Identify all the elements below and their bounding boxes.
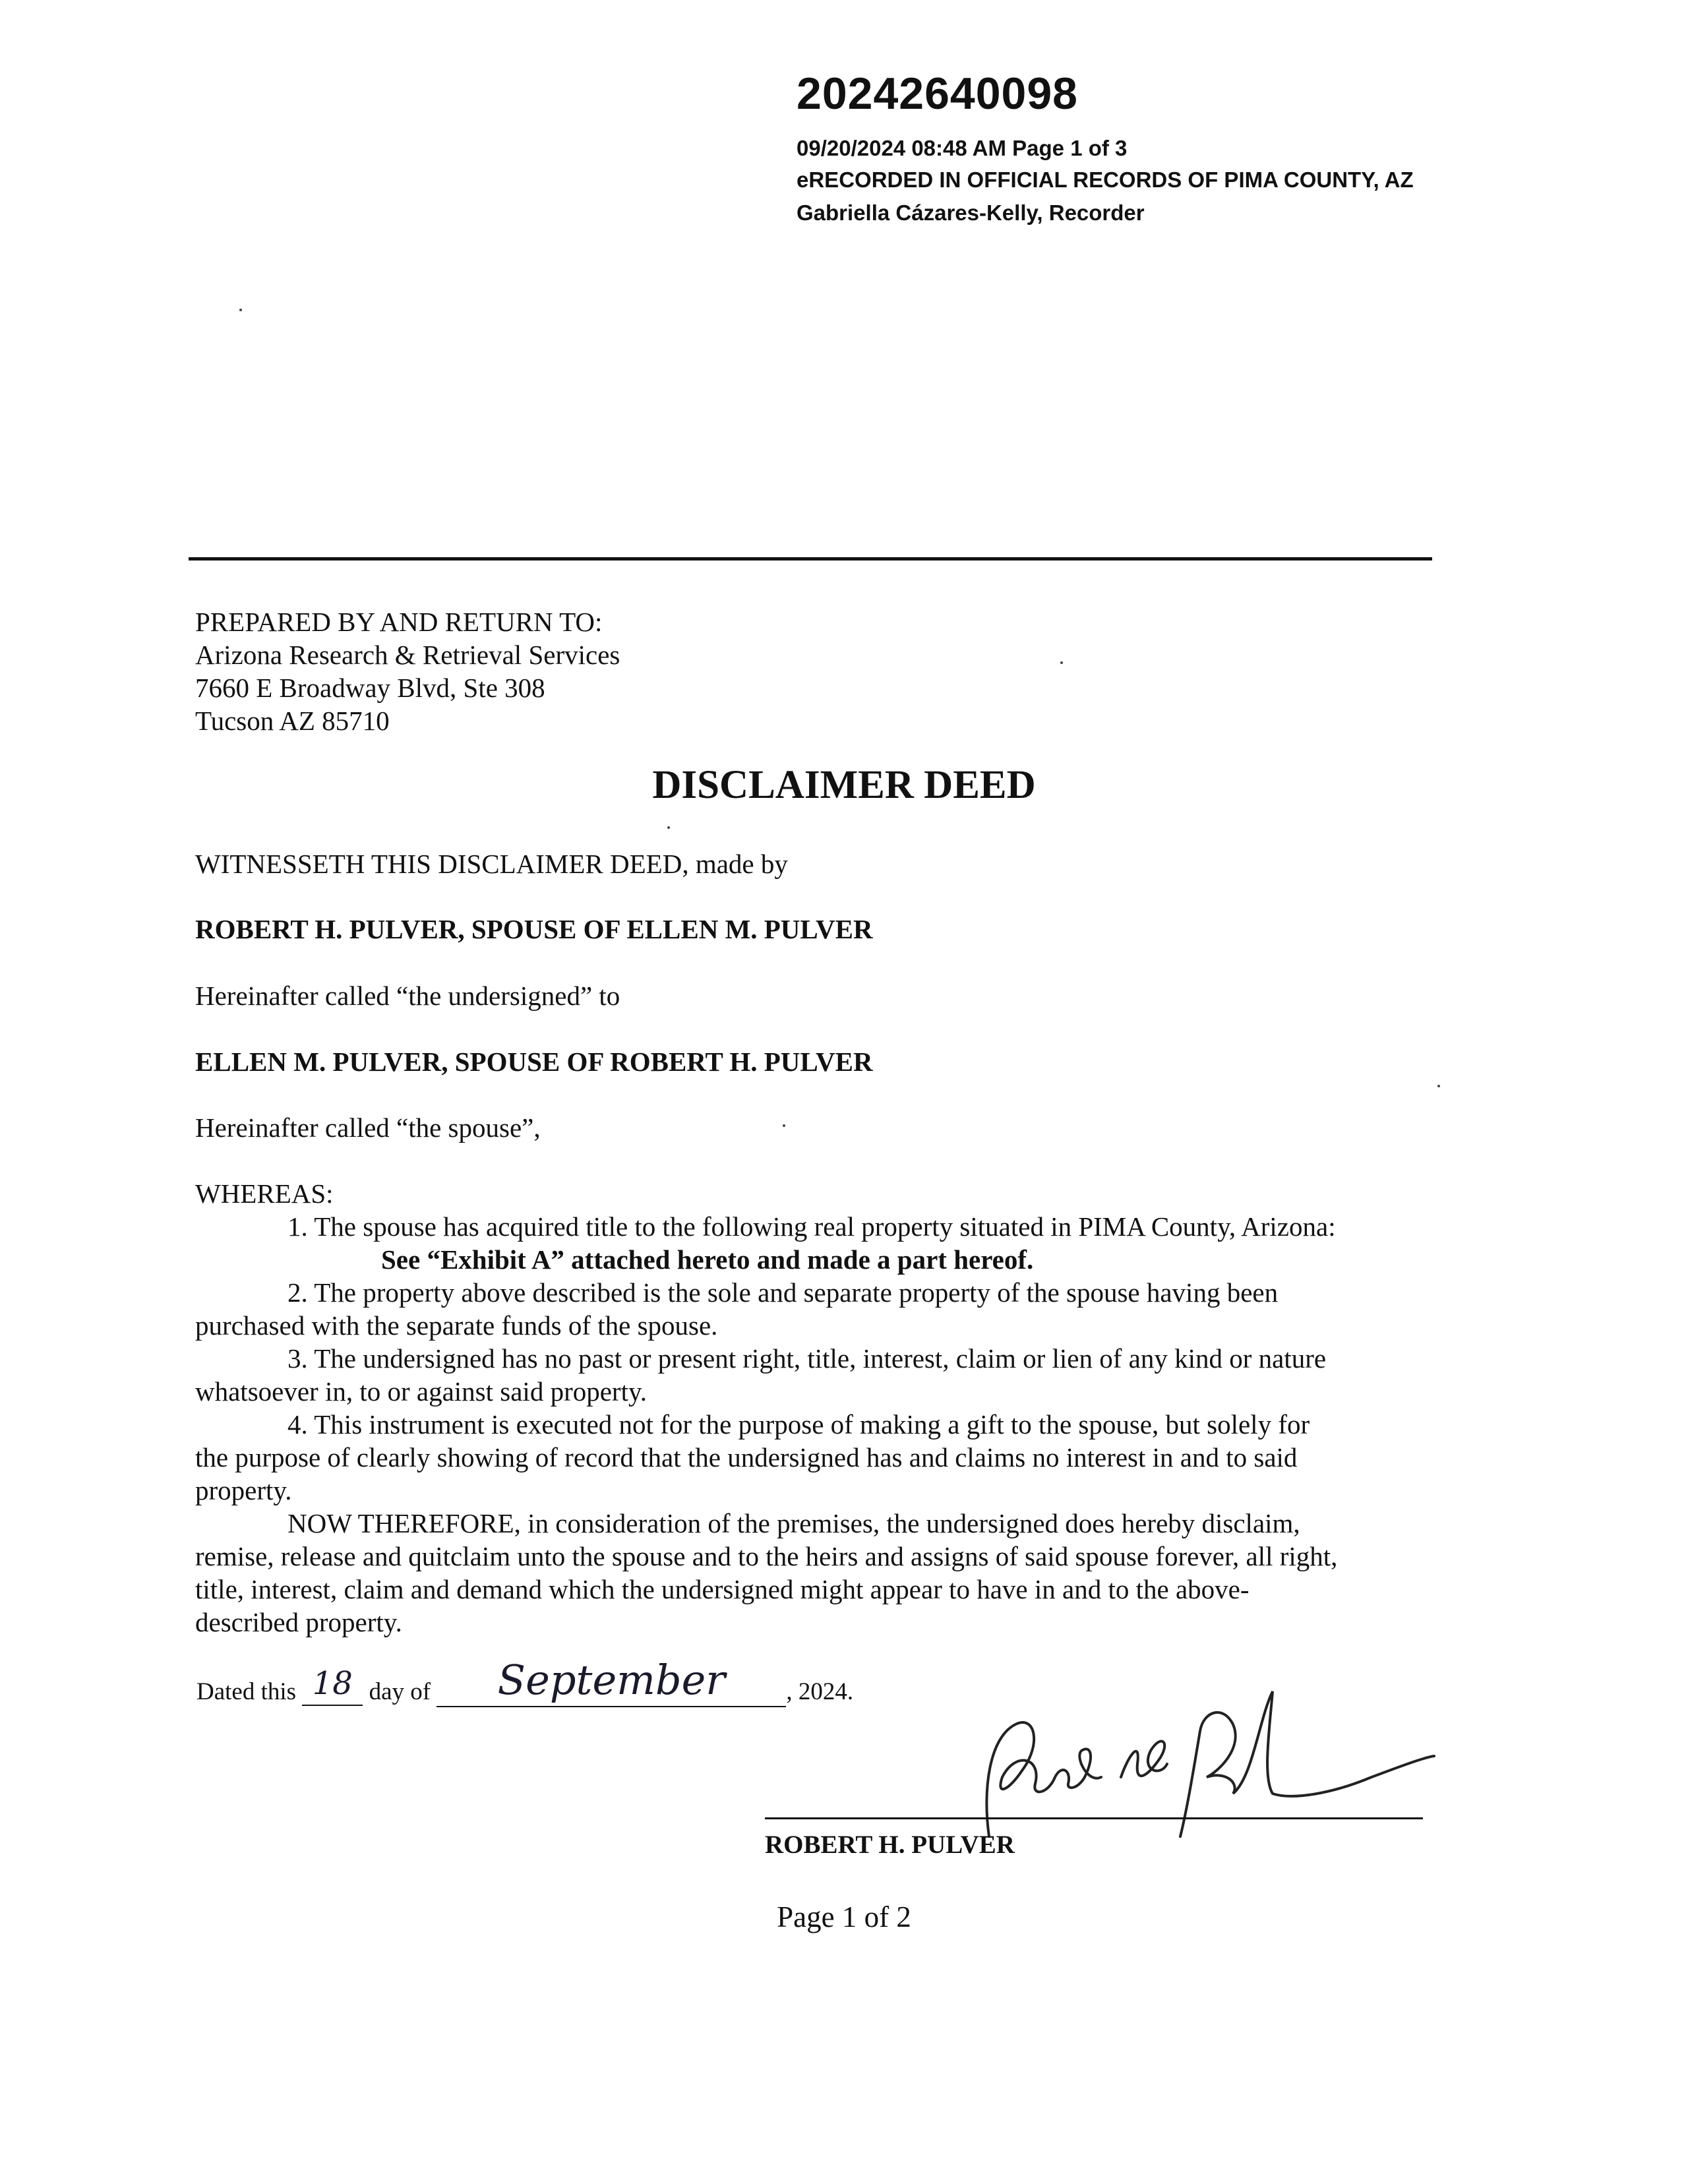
now-therefore-line1: NOW THEREFORE, in consideration of the premises, the undersigned does hereby disclaim, (287, 1508, 1300, 1538)
prepared-by-heading: PREPARED BY AND RETURN TO: (195, 607, 603, 637)
hereinafter-undersigned: Hereinafter called “the undersigned” to (195, 981, 620, 1011)
page-footer: Page 1 of 2 (777, 1900, 911, 1933)
scan-speck (667, 826, 670, 829)
signature-line (765, 1817, 1423, 1819)
whereas-section (195, 1177, 1448, 1639)
document-title: DISCLAIMER DEED (652, 763, 1036, 807)
whereas-item-4-line2: the purpose of clearly showing of record that the undersigned has and claims no interest in and to said (195, 1442, 1298, 1472)
prepared-by-address-line1: 7660 E Broadway Blvd, Ste 308 (195, 673, 545, 703)
whereas-item-3-line2: whatsoever in, to or against said property. (195, 1376, 648, 1407)
prepared-by-address-line2: Tucson AZ 85710 (195, 706, 390, 736)
recorder-name: Gabriella Cázares-Kelly, Recorder (797, 200, 1145, 225)
whereas-item-4-line3: property. (195, 1475, 292, 1505)
signature-stroke-first (986, 1722, 1101, 1836)
recording-date-page: 09/20/2024 08:48 AM Page 1 of 3 (797, 136, 1128, 160)
scan-speck (1437, 1085, 1440, 1087)
dated-month-field (437, 1656, 786, 1707)
whereas-item-2-line2: purchased with the separate funds of the spouse. (195, 1310, 718, 1341)
signature-stroke-initial (1121, 1742, 1167, 1777)
dated-day-field (302, 1665, 363, 1706)
dated-mid: day of (369, 1678, 431, 1705)
dated-line (196, 1656, 854, 1707)
now-therefore-line2: remise, release and quitclaim unto the spouse and to the heirs and assigns of said spouse forever, all right, (195, 1541, 1338, 1571)
dated-suffix: , 2024. (786, 1678, 854, 1705)
exhibit-reference: See “Exhibit A” attached hereto and made a part hereof. (381, 1244, 1034, 1275)
grantee-name: ELLEN M. PULVER, SPOUSE OF ROBERT H. PULVER (195, 1046, 873, 1077)
recording-number: 20242640098 (797, 69, 1079, 119)
dated-day-handwritten: 18 (312, 1665, 353, 1702)
signature-stroke-last (1180, 1691, 1434, 1836)
witness-line: WITNESSETH THIS DISCLAIMER DEED, made by (195, 849, 788, 879)
whereas-item-2-line1: 2. The property above described is the sole and separate property of the spouse having been (287, 1277, 1279, 1308)
dated-month-handwritten: September (497, 1656, 725, 1704)
scan-speck (239, 309, 242, 311)
signature-graphic (963, 1678, 1437, 1850)
dated-prefix: Dated this (196, 1678, 297, 1705)
whereas-item-1: 1. The spouse has acquired title to the following real property situated in PIMA County, Arizona: (287, 1211, 1336, 1242)
prepared-by-company: Arizona Research & Retrieval Services (195, 640, 620, 670)
signer-name: ROBERT H. PULVER (765, 1831, 1015, 1859)
prepared-by-block (195, 605, 620, 737)
grantor-name: ROBERT H. PULVER, SPOUSE OF ELLEN M. PULVER (195, 914, 873, 944)
now-therefore-line4: described property. (195, 1607, 402, 1637)
header-divider (189, 557, 1432, 561)
scan-speck (783, 1124, 785, 1127)
whereas-item-3-line1: 3. The undersigned has no past or present right, title, interest, claim or lien of any kind or nature (287, 1343, 1327, 1374)
whereas-item-4-line1: 4. This instrument is executed not for the purpose of making a gift to the spouse, but solely for (287, 1409, 1310, 1440)
whereas-heading: WHEREAS: (195, 1178, 334, 1209)
scan-speck (1060, 661, 1063, 664)
now-therefore-line3: title, interest, claim and demand which the undersigned might appear to have in and to the above- (195, 1574, 1250, 1604)
hereinafter-spouse: Hereinafter called “the spouse”, (195, 1112, 541, 1143)
recording-office: eRECORDED IN OFFICIAL RECORDS OF PIMA COUNTY, AZ (797, 167, 1414, 192)
